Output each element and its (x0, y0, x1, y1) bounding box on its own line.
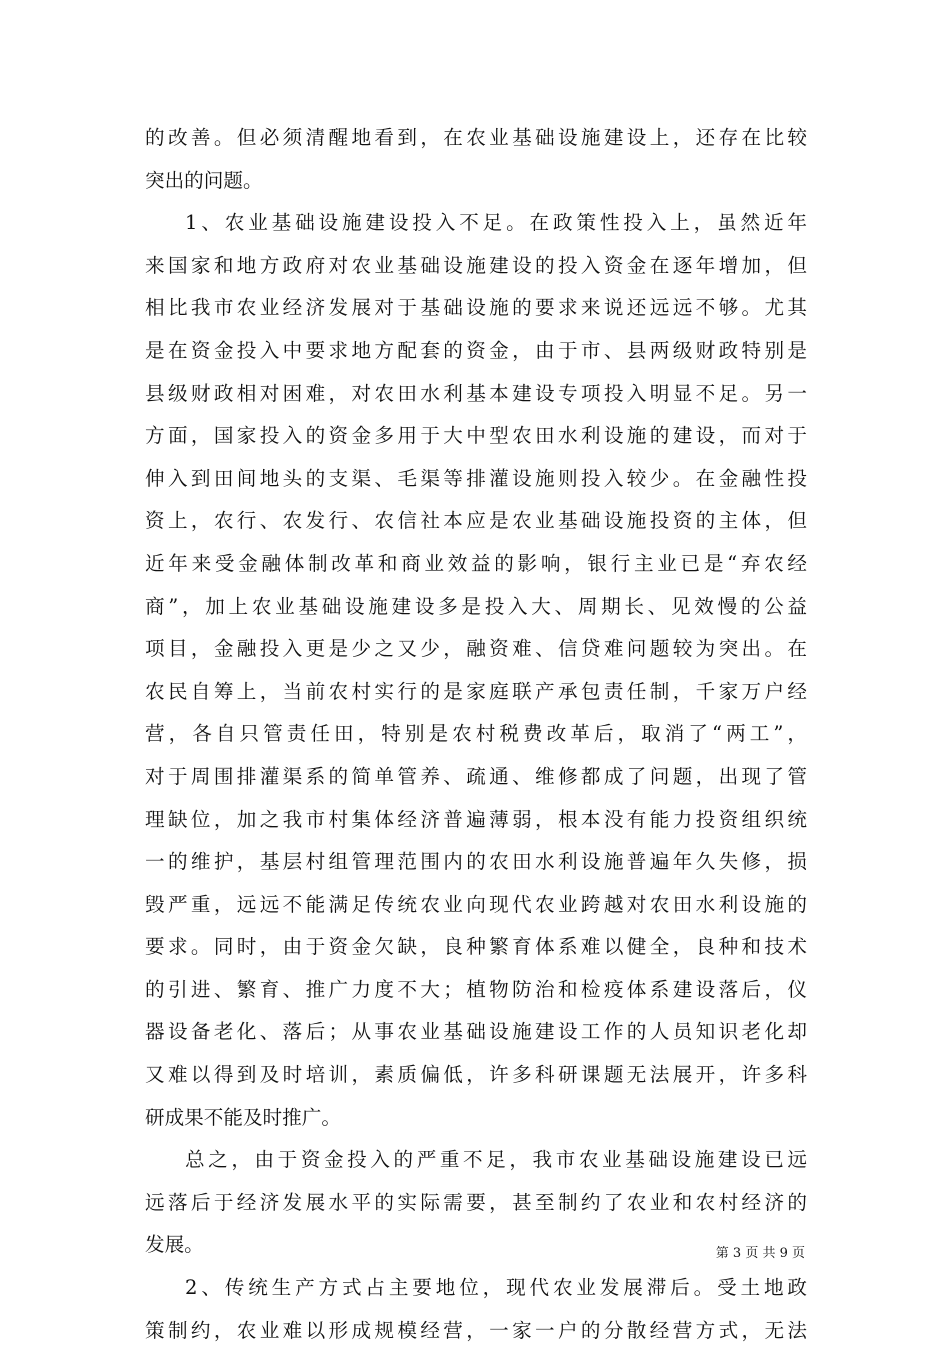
text-line: 发展。 (145, 1233, 204, 1257)
text-line: 对于周围排灌渠系的简单管养、疏通、维修都成了问题，出现了管 (145, 764, 807, 788)
text-line: 又难以得到及时培训，素质偏低，许多科研课题无法展开，许多科 (145, 1063, 807, 1087)
text-line: 要求。同时，由于资金欠缺，良种繁育体系难以健全，良种和技术 (145, 935, 807, 959)
text-line: 伸入到田间地头的支渠、毛渠等排灌设施则投入较少。在金融性投 (145, 466, 807, 490)
page-number: 第 3 页 共 9 页 (715, 1246, 805, 1261)
text-line: 远落后于经济发展水平的实际需要，甚至制约了农业和农村经济的 (145, 1190, 807, 1214)
text-line: 营，各自只管责任田，特别是农村税费改革后，取消了“两工”， (145, 722, 807, 746)
paragraph-first-line: 2、传统生产方式占主要地位，现代农业发展滞后。受土地政 (185, 1276, 807, 1300)
text-line: 县级财政相对困难，对农田水利基本建设专项投入明显不足。另一 (145, 381, 807, 405)
text-line: 器设备老化、落后；从事农业基础设施建设工作的人员知识老化却 (145, 1020, 807, 1044)
text-line: 方面，国家投入的资金多用于大中型农田水利设施的建设，而对于 (145, 424, 807, 448)
text-line: 近年来受金融体制改革和商业效益的影响，银行主业已是“弃农经 (145, 551, 807, 575)
text-line: 来国家和地方政府对农业基础设施建设的投入资金在逐年增加，但 (145, 253, 807, 277)
paragraph-first-line: 1、农业基础设施建设投入不足。在政策性投入上，虽然近年 (185, 211, 807, 235)
text-line: 农民自筹上，当前农村实行的是家庭联产承包责任制，千家万户经 (145, 679, 807, 703)
paragraph-first-line: 总之，由于资金投入的严重不足，我市农业基础设施建设已远 (185, 1148, 807, 1172)
text-line: 一的维护，基层村组管理范围内的农田水利设施普遍年久失修，损 (145, 850, 807, 874)
text-line: 毁严重，远远不能满足传统农业向现代农业跨越对农田水利设施的 (145, 892, 807, 916)
text-line: 突出的问题。 (145, 168, 263, 192)
text-line: 资上，农行、农发行、农信社本应是农业基础设施投资的主体，但 (145, 509, 807, 533)
text-line: 的引进、繁育、推广力度不大；植物防治和检疫体系建设落后，仪 (145, 977, 807, 1001)
text-line: 的改善。但必须清醒地看到，在农业基础设施建设上，还存在比较 (145, 126, 807, 149)
text-line: 项目，金融投入更是少之又少，融资难、信贷难问题较为突出。在 (145, 637, 807, 661)
text-line: 策制约，农业难以形成规模经营，一家一户的分散经营方式，无法 (145, 1318, 807, 1342)
text-line: 理缺位，加之我市村集体经济普遍薄弱，根本没有能力投资组织统 (145, 807, 807, 831)
text-line: 是在资金投入中要求地方配套的资金，由于市、县两级财政特别是 (145, 338, 807, 362)
text-line: 相比我市农业经济发展对于基础设施的要求来说还远远不够。尤其 (145, 296, 807, 320)
text-line: 商”，加上农业基础设施建设多是投入大、周期长、见效慢的公益 (145, 594, 807, 618)
text-line: 研成果不能及时推广。 (145, 1105, 341, 1129)
document-body (145, 117, 807, 1352)
